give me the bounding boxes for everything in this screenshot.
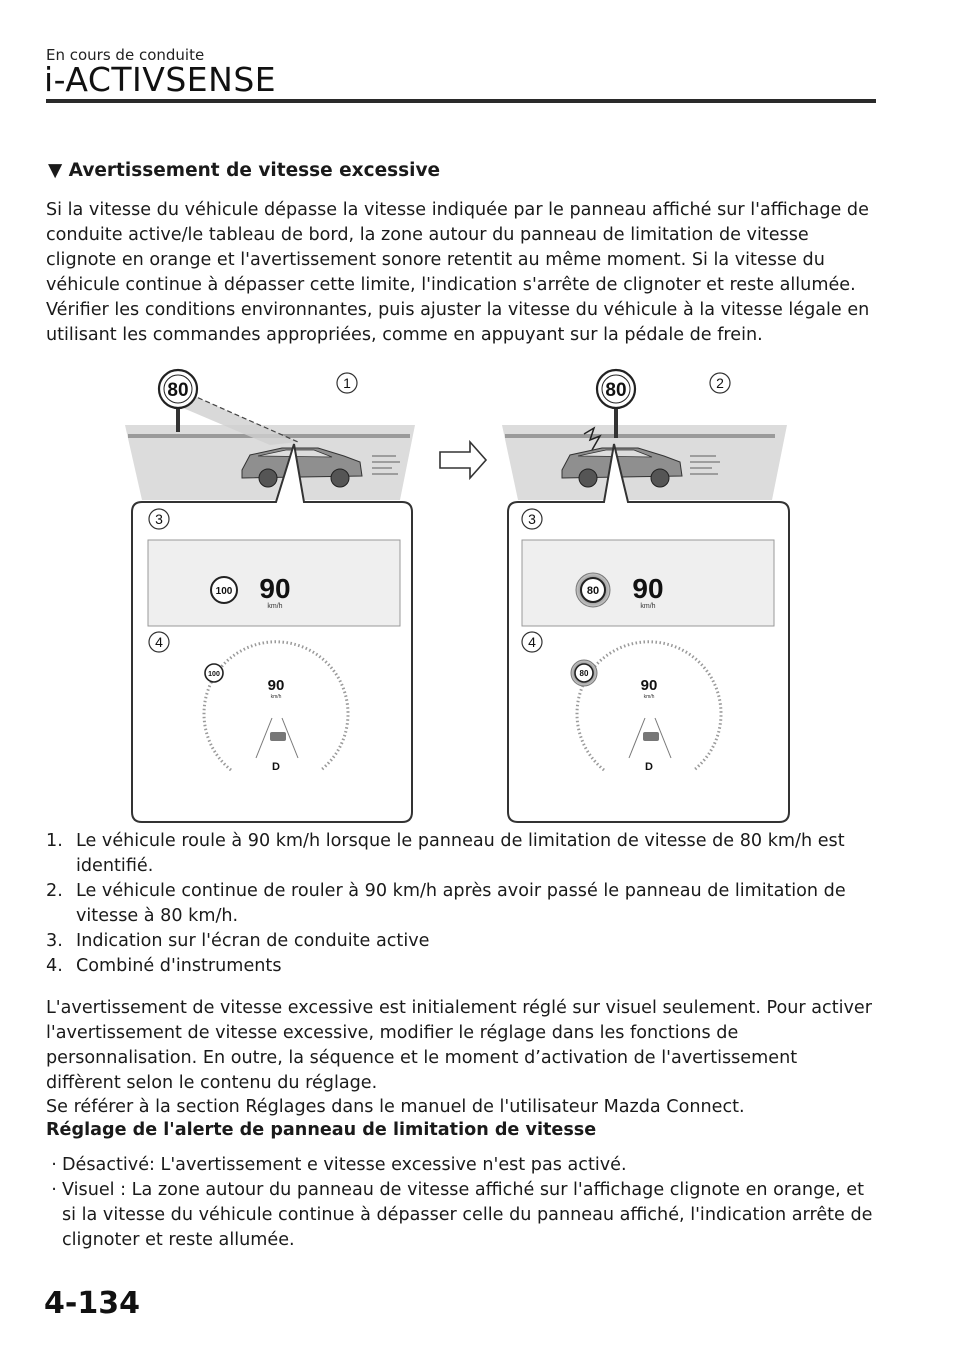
paragraph-3: Se référer à la section Réglages dans le manuel de l'utilisateur Mazda Connect. [46, 1097, 745, 1117]
panel-left [132, 444, 412, 822]
legend-item: 2. Le véhicule continue de rouler à 90 km/h après avoir passé le panneau de limitation de vitesse à 80 km/h. [46, 881, 846, 926]
svg-text:100: 100 [215, 586, 233, 597]
scene-left [125, 370, 415, 500]
hud-unit-right: km/h [640, 603, 656, 610]
figure-legend [46, 829, 876, 979]
list-item: · Désactivé: L'avertissement e vitesse excessive n'est pas activé. [51, 1155, 627, 1175]
header-title: i-ACTIVSENSE [44, 60, 277, 99]
callout-1-text: 1 [343, 375, 351, 391]
transition-arrow-icon [440, 442, 486, 478]
svg-text:km/h: km/h [270, 694, 282, 700]
scene-right [502, 370, 787, 500]
svg-text:4: 4 [155, 634, 163, 650]
cluster-gear-left: D [272, 761, 280, 773]
svg-text:km/h: km/h [643, 694, 655, 700]
speed-sign-left-value: 80 [167, 380, 189, 401]
svg-text:90: 90 [267, 677, 285, 694]
callout-2-text: 2 [716, 375, 724, 391]
svg-text:90: 90 [640, 677, 658, 694]
hud-unit-left: km/h [267, 603, 283, 610]
header-section: En cours de conduite [46, 46, 205, 64]
cluster-car-icon-left [270, 732, 286, 741]
svg-text:80: 80 [586, 585, 600, 597]
settings-bullets [46, 1153, 876, 1253]
intro-paragraph: Si la vitesse du véhicule dépasse la vitesse indiquée par le panneau affiché sur l'affichage de conduite active/le tableau de bord, la zone autour du panneau de limitation de vitesse clignote en orange et l'avertissement sonore retentit au même moment. Si la vitesse du véhicule continue à dépasser cette limite, l'indication s'arrête de clignoter et reste allumée. Vérifier les conditions environnantes, puis ajuster la vitesse du véhicule à la vitesse légale en utilisant les commandes appropriées, comme en appuyant sur la pédale de frein. [46, 200, 870, 345]
legend-item: 1. Le véhicule roule à 90 km/h lorsque le panneau de limitation de vitesse de 80 km/h est identifié. [46, 831, 845, 876]
svg-text:3: 3 [155, 511, 163, 527]
svg-text:4: 4 [528, 634, 536, 650]
legend-item: 3. Indication sur l'écran de conduite active [46, 931, 430, 951]
hud-speed-left: 90 [259, 573, 291, 604]
page-number: 4-134 [44, 1286, 140, 1321]
cluster-gear-right: D [645, 761, 653, 773]
hud-speed-right: 90 [632, 573, 664, 604]
list-item: · Visuel : La zone autour du panneau de vitesse affiché sur l'affichage clignote en orange, et si la vitesse du véhicule continue à dépasser celle du panneau affiché, l'indication arrête de clignoter et reste allumée. [51, 1180, 873, 1250]
settings-heading: Réglage de l'alerte de panneau de limitation de vitesse [46, 1120, 597, 1140]
section-title: ▼ Avertissement de vitesse excessive [48, 160, 441, 181]
legend-item: 4. Combiné d'instruments [46, 956, 282, 976]
lane-line-right [505, 434, 775, 438]
svg-text:3: 3 [528, 511, 536, 527]
speed-sign-right-value: 80 [605, 380, 627, 401]
cluster-car-icon-right [643, 732, 659, 741]
svg-text:80: 80 [579, 669, 589, 678]
svg-text:100: 100 [208, 671, 220, 678]
panel-right [508, 444, 789, 822]
paragraph-2: L'avertissement de vitesse excessive est initialement réglé sur visuel seulement. Pour activer l'avertissement de vitesse excessive, modifier le réglage dans les fonctions de personnalisation. En outre, la séquence et le moment d’activation de l'avertissement diffèrent selon le contenu du réglage. [46, 998, 872, 1093]
